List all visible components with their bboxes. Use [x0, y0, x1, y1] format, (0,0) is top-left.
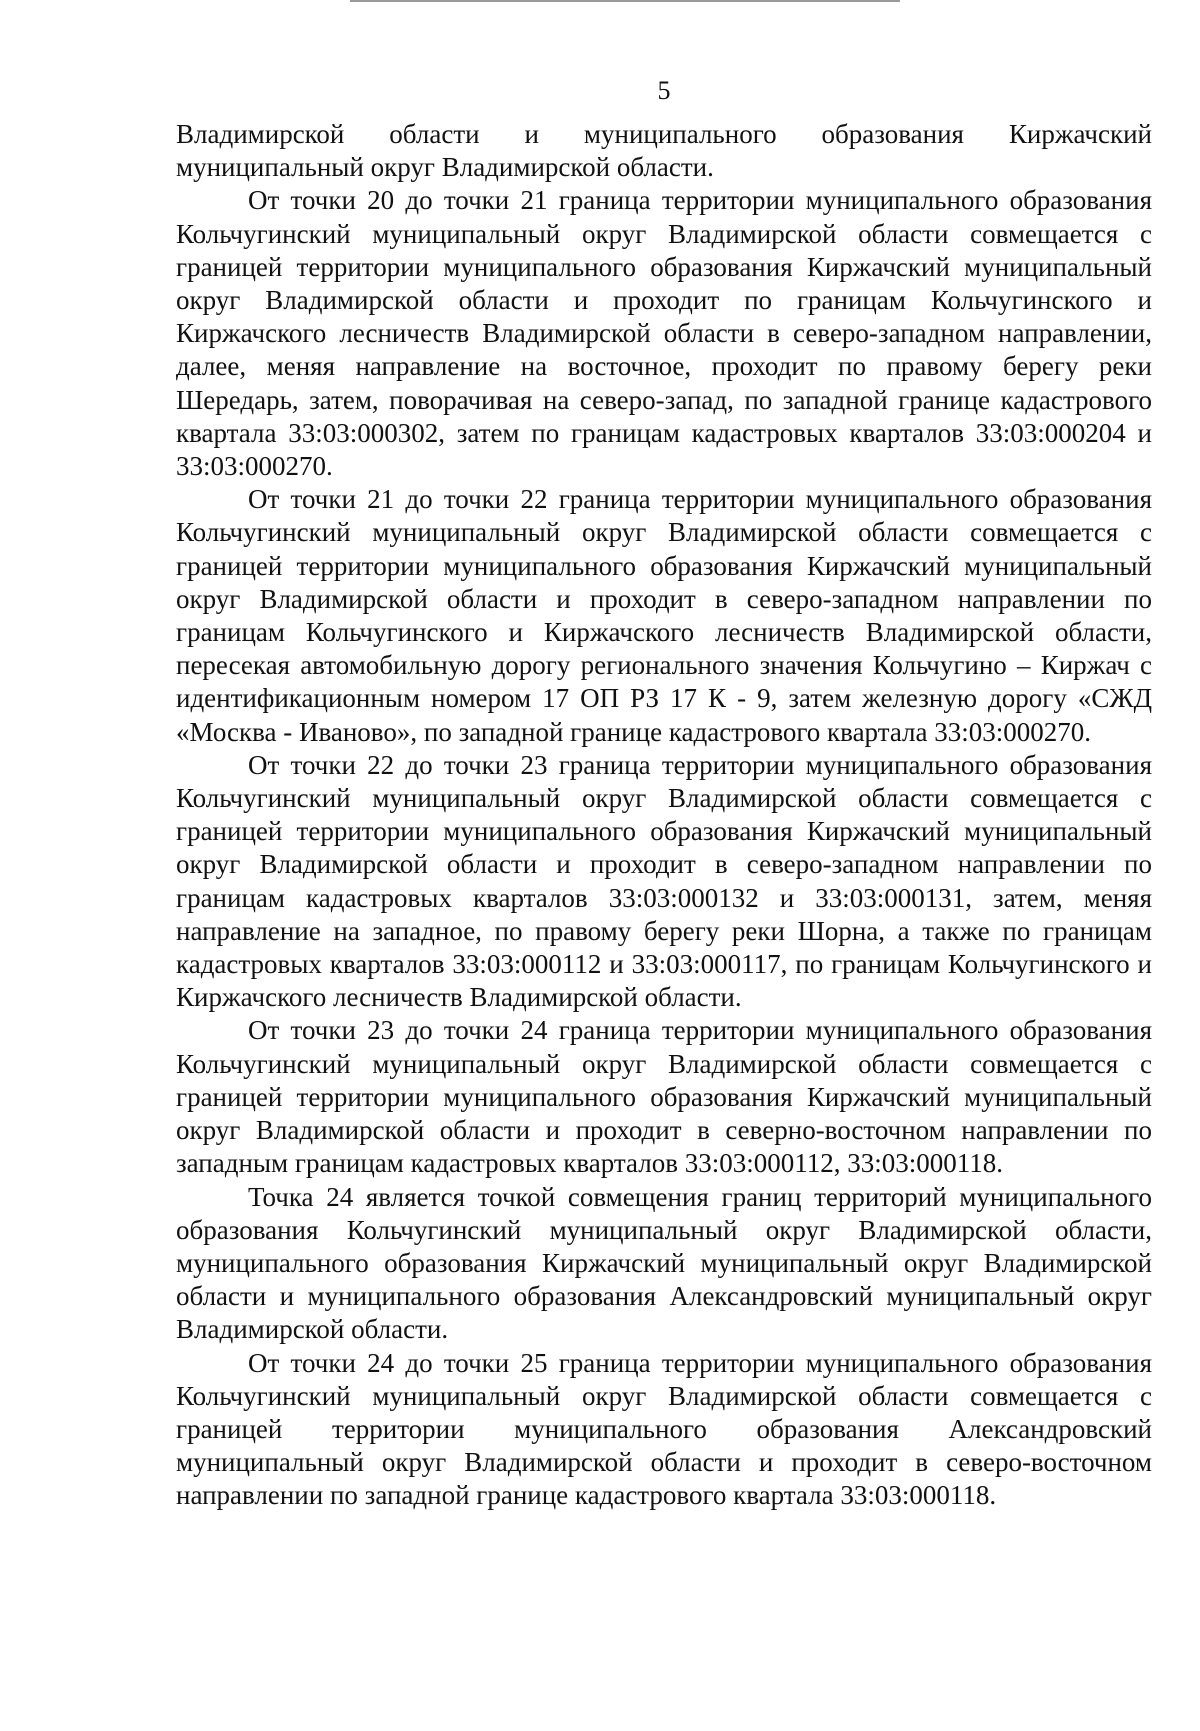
paragraph-point-24-25: От точки 24 до точки 25 граница территории муниципального образования Кольчугинский муниципальный округ Владимирской области совмещается с границей территории муниципального образования Александровский муниципальный округ Владимирской области и проходит в северо-восточном направлении по западной границе кадастрового квартала 33:03:000118. [176, 1347, 1152, 1511]
paragraph-point-22-23: От точки 22 до точки 23 граница территории муниципального образования Кольчугинский муниципальный округ Владимирской области совмещается с границей территории муниципального образования Киржачский муниципальный округ Владимирской области и проходит в северо-западном направлении по границам кадастровых кварталов 33:03:000132 и 33:03:000131, затем, меняя направление на западное, по правому берегу реки Шорна, а также по границам кадастровых кварталов 33:03:000112 и 33:03:000117, по границам Кольчугинского и Киржачского лесничеств Владимирской области. [176, 749, 1152, 1013]
paragraph-point-23-24: От точки 23 до точки 24 граница территории муниципального образования Кольчугинский муниципальный округ Владимирской области совмещается с границей территории муниципального образования Киржачский муниципальный округ Владимирской области и проходит в северно-восточном направлении по западным границам кадастровых кварталов 33:03:000112, 33:03:000118. [176, 1015, 1152, 1179]
paragraph-continuation: Владимирской области и муниципального образования Киржачский муниципальный округ Владимирской области. [176, 119, 1152, 183]
paragraph-point-21-22: От точки 21 до точки 22 граница территории муниципального образования Кольчугинский муниципальный округ Владимирской области совмещается с границей территории муниципального образования Киржачский муниципальный округ Владимирской области и проходит в северо-западном направлении по границам Кольчугинского и Киржачского лесничеств Владимирской области, пересекая автомобильную дорогу регионального значения Кольчугино – Киржач с идентификационным номером 17 ОП РЗ 17 К - 9, затем железную дорогу «СЖД «Москва - Иваново», по западной границе кадастрового квартала 33:03:000270. [176, 484, 1152, 747]
paragraph-point-20-21: От точки 20 до точки 21 граница территории муниципального образования Кольчугинский муниципальный округ Владимирской области совмещается с границей территории муниципального образования Киржачский муниципальный округ Владимирской области и проходит по границам Кольчугинского и Киржачского лесничеств Владимирской области в северо-западном направлении, далее, меняя направление на восточное, проходит по правому берегу реки Шередарь, затем, поворачивая на северо-запад, по западной границе кадастрового квартала 33:03:000302, затем по границам кадастровых кварталов 33:03:000204 и 33:03:000270. [176, 185, 1152, 482]
paragraph-point-24: Точка 24 является точкой совмещения границ территорий муниципального образования Кольчугинский муниципальный округ Владимирской области, муниципального образования Киржачский муниципальный округ Владимирской области и муниципального образования Александровский муниципальный округ Владимирской области. [176, 1181, 1152, 1345]
document-body [176, 118, 1152, 1513]
page-number: 5 [657, 76, 671, 105]
top-scan-edge-line [350, 0, 900, 2]
